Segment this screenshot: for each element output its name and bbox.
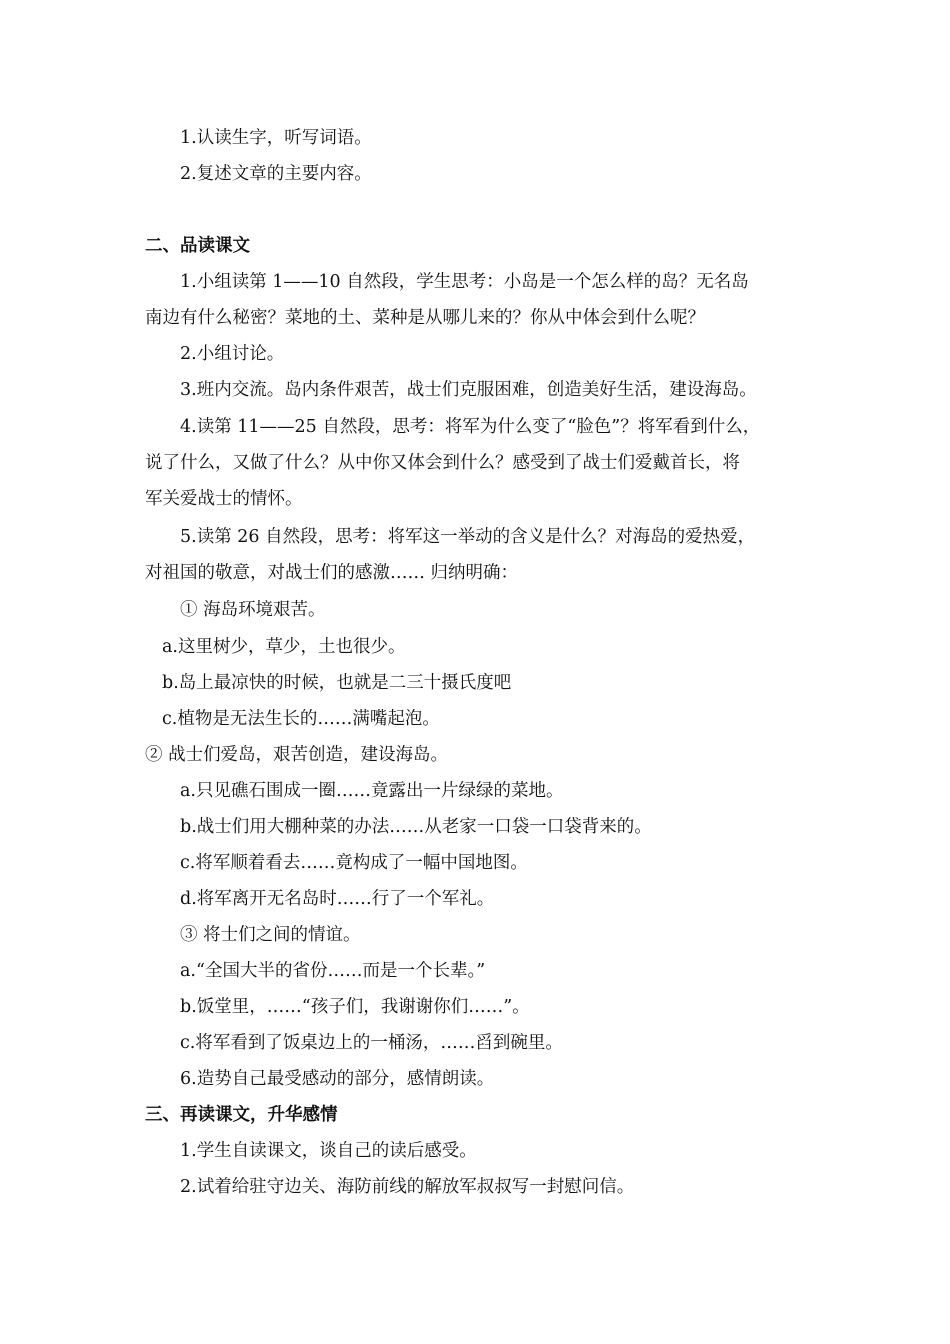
point-2-title: ② 战士们爱岛，艰苦创造，建设海岛。 — [145, 745, 449, 765]
step-2-retell-content: 2.复述文章的主要内容。 — [180, 164, 372, 184]
point-3-item-c: c.将军看到了饭桌边上的一桶汤，……舀到碗里。 — [180, 1033, 563, 1053]
section-3-item-2: 2.试着给驻守边关、海防前线的解放军叔叔写一封慰问信。 — [180, 1177, 635, 1197]
point-1-item-a: a.这里树少，草少，土也很少。 — [162, 637, 406, 657]
point-2-item-d: d.将军离开无名岛时……行了一个军礼。 — [180, 889, 495, 909]
point-1-item-c: c.植物是无法生长的……满嘴起泡。 — [162, 709, 440, 729]
paragraph-2: 2.小组讨论。 — [180, 344, 285, 364]
paragraph-1-line-2: 南边有什么秘密？菜地的土、菜种是从哪儿来的？你从中体会到什么呢？ — [145, 308, 705, 328]
paragraph-5-line-1: 5.读第 26 自然段，思考：将军这一举动的含义是什么？对海岛的爱热爱， — [180, 527, 756, 547]
point-2-item-b: b.战士们用大棚种菜的办法……从老家一口袋一口袋背来的。 — [180, 817, 652, 837]
section-heading-reread: 三、再读课文，升华感情 — [145, 1105, 338, 1125]
paragraph-4-line-2: 说了什么，又做了什么？从中你又体会到什么？感受到了战士们爱戴首长，将 — [145, 453, 740, 473]
paragraph-4-line-3: 军关爱战士的情怀。 — [145, 489, 303, 509]
paragraph-1-line-1: 1.小组读第 1——10 自然段，学生思考：小岛是一个怎么样的岛？无名岛 — [180, 272, 749, 292]
paragraph-3: 3.班内交流。岛内条件艰苦，战士们克服困难，创造美好生活，建设海岛。 — [180, 380, 757, 400]
point-3-item-b: b.饭堂里，……“孩子们，我谢谢你们……”。 — [180, 997, 530, 1017]
point-2-item-c: c.将军顺着看去……竟构成了一幅中国地图。 — [180, 853, 528, 873]
point-1-item-b: b.岛上最凉快的时候，也就是二三十摄氏度吧 — [162, 673, 512, 693]
point-2-item-a: a.只见礁石围成一圈……竟露出一片绿绿的菜地。 — [180, 781, 564, 801]
section-3-item-1: 1.学生自读课文，谈自己的读后感受。 — [180, 1141, 477, 1161]
section-heading-read-text: 二、品读课文 — [145, 236, 250, 256]
paragraph-6: 6.造势自己最受感动的部分，感情朗读。 — [180, 1069, 495, 1089]
point-3-title: ③ 将士们之间的情谊。 — [180, 925, 361, 945]
paragraph-5-line-2: 对祖国的敬意，对战士们的感激…… 归纳明确： — [145, 563, 519, 583]
point-1-title: ① 海岛环境艰苦。 — [180, 600, 326, 620]
step-1-read-characters: 1.认读生字，听写词语。 — [180, 128, 372, 148]
point-3-item-a: a.“全国大半的省份……而是一个长辈。” — [180, 961, 486, 981]
paragraph-4-line-1: 4.读第 11——25 自然段，思考：将军为什么变了“脸色”？将军看到什么， — [180, 417, 761, 437]
